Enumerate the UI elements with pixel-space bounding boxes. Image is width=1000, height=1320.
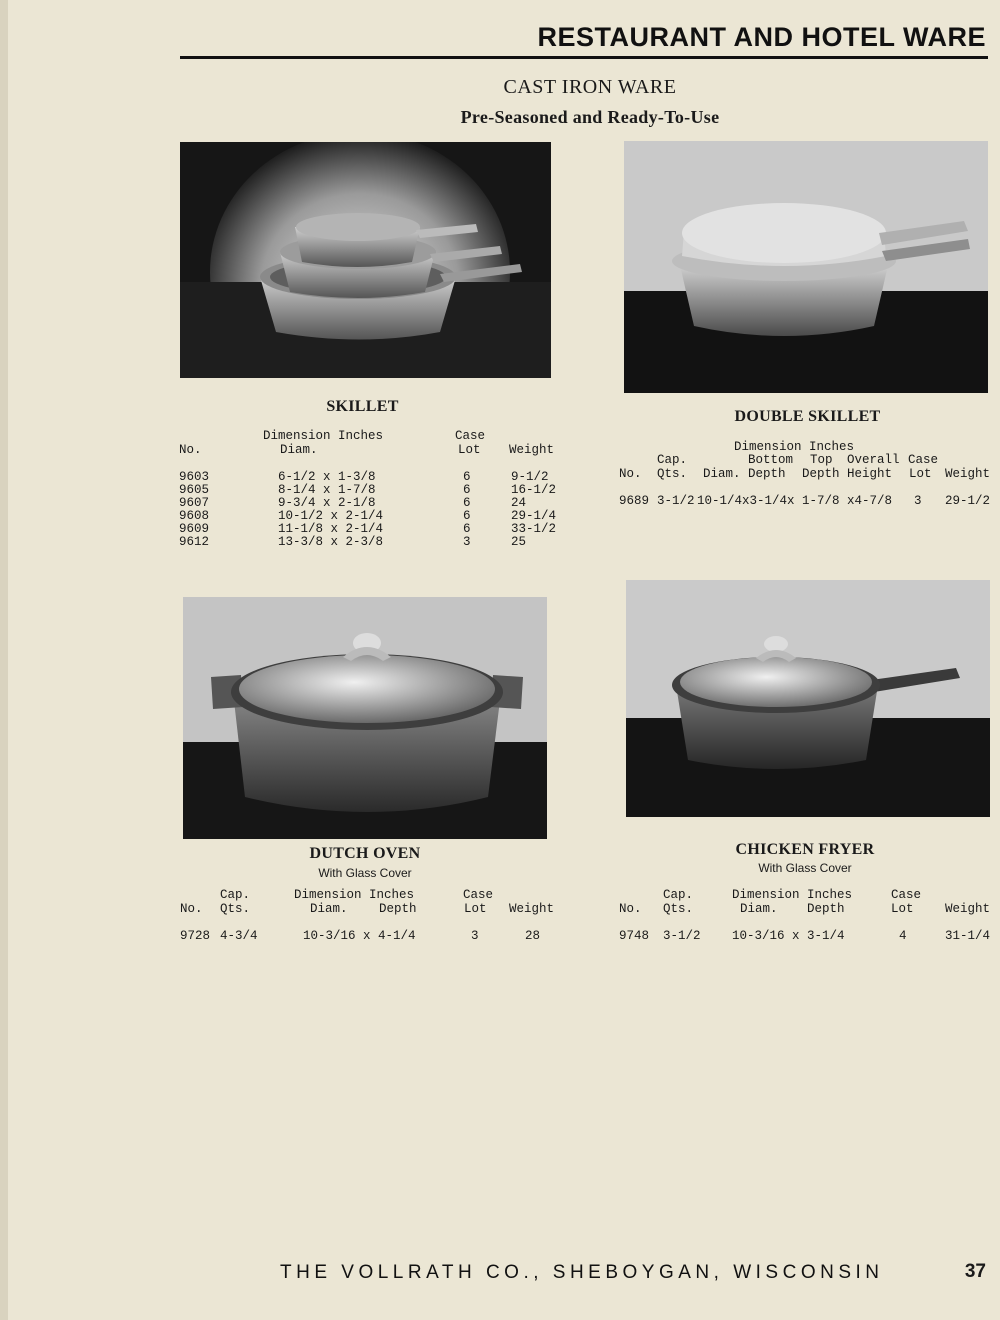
- dutch-oven-header-case: Case: [463, 888, 494, 902]
- chicken-fryer-title: CHICKEN FRYER: [735, 841, 875, 858]
- double-skillet-header-diam: Diam.: [703, 467, 741, 481]
- double-skillet-header-case: Case: [908, 453, 939, 467]
- item-dimensions: 6-1/2 x 1-3/8: [278, 470, 376, 484]
- item-weight: 25: [511, 535, 527, 549]
- dutch-oven-header-qts: Qts.: [220, 902, 251, 916]
- item-weight: 29-1/4: [511, 509, 557, 523]
- item-no: 9748: [619, 929, 650, 943]
- double-skillet-title: DOUBLE SKILLET: [734, 408, 881, 425]
- chicken-fryer-header-qts: Qts.: [663, 902, 694, 916]
- double-skillet-header-dim: Dimension Inches: [734, 440, 855, 454]
- double-skillet-header-lot: Lot: [909, 467, 932, 481]
- item-case-lot: 6: [463, 470, 471, 484]
- item-no: 9728: [180, 929, 211, 943]
- item-dimensions: 9-3/4 x 2-1/8: [278, 496, 376, 510]
- double-skillet-header-bottom-depth: Depth: [748, 467, 786, 481]
- item-case-lot: 4: [899, 929, 907, 943]
- chicken-fryer-header-cap: Cap.: [663, 888, 694, 902]
- item-weight: 33-1/2: [511, 522, 557, 536]
- item-dimensions: 10-1/4x3-1/4x 1-7/8 x4-7/8: [697, 494, 893, 508]
- item-weight: 31-1/4: [945, 929, 991, 943]
- item-case-lot: 6: [463, 522, 471, 536]
- item-dimensions: 10-1/2 x 2-1/4: [278, 509, 384, 523]
- item-case-lot: 6: [463, 509, 471, 523]
- chicken-fryer-header-no: No.: [619, 902, 642, 916]
- skillet-table: [179, 471, 556, 549]
- item-no: 9605: [179, 483, 210, 497]
- item-capacity: 3-1/2: [663, 929, 701, 943]
- item-weight: 29-1/2: [945, 494, 991, 508]
- skillet-header-no: No.: [179, 443, 202, 457]
- dutch-oven-title: DUTCH OVEN: [309, 845, 421, 862]
- chicken-fryer-photo: [626, 580, 990, 817]
- item-weight: 16-1/2: [511, 483, 557, 497]
- skillet-header-diam: Diam.: [280, 443, 318, 457]
- item-case-lot: 6: [463, 496, 471, 510]
- item-no: 9603: [179, 470, 210, 484]
- dutch-oven-header-diam: Diam.: [310, 902, 348, 916]
- double-skillet-header-top: Top: [810, 453, 833, 467]
- double-skillet-header-qts: Qts.: [657, 467, 688, 481]
- skillet-title: SKILLET: [326, 398, 399, 415]
- double-skillet-header-overall: Overall: [847, 453, 900, 467]
- item-no: 9608: [179, 509, 210, 523]
- dutch-oven-header-depth: Depth: [379, 902, 417, 916]
- item-no: 9609: [179, 522, 210, 536]
- double-skillet-header-weight: Weight: [945, 467, 991, 481]
- page-edge: [0, 0, 8, 1320]
- item-case-lot: 3: [463, 535, 471, 549]
- double-skillet-header-cap: Cap.: [657, 453, 688, 467]
- item-dimensions: 10-3/16 x 4-1/4: [303, 929, 416, 943]
- skillet-header-dim: Dimension Inches: [263, 429, 384, 443]
- item-dimensions: 8-1/4 x 1-7/8: [278, 483, 376, 497]
- item-dimensions: 10-3/16 x 3-1/4: [732, 929, 845, 943]
- item-dimensions: 13-3/8 x 2-3/8: [278, 535, 384, 549]
- double-skillet-header-no: No.: [619, 467, 642, 481]
- chicken-fryer-header-diam: Diam.: [740, 902, 778, 916]
- skillet-header-case: Case: [455, 429, 486, 443]
- dutch-oven-header-dim: Dimension Inches: [294, 888, 415, 902]
- dutch-oven-header-weight: Weight: [509, 902, 555, 916]
- section-title: CAST IRON WARE: [503, 76, 677, 98]
- item-no: 9612: [179, 535, 210, 549]
- page-number: 37: [964, 1261, 986, 1282]
- item-dimensions: 11-1/8 x 2-1/4: [278, 522, 384, 536]
- double-skillet-header-height: Height: [847, 467, 893, 481]
- chicken-fryer-header-depth: Depth: [807, 902, 845, 916]
- chicken-fryer-header-weight: Weight: [945, 902, 991, 916]
- dutch-oven-photo: [183, 597, 547, 839]
- chicken-fryer-header-dim: Dimension Inches: [732, 888, 853, 902]
- double-skillet-header-top-depth: Depth: [802, 467, 840, 481]
- page-header-title: RESTAURANT AND HOTEL WARE: [537, 22, 986, 52]
- skillet-header-weight: Weight: [509, 443, 555, 457]
- footer-company: THE VOLLRATH CO., SHEBOYGAN, WISCONSIN: [280, 1262, 884, 1283]
- table-row: [179, 536, 556, 549]
- item-no: 9689: [619, 494, 650, 508]
- chicken-fryer-header-lot: Lot: [891, 902, 914, 916]
- item-case-lot: 3: [914, 494, 922, 508]
- item-capacity: 3-1/2: [657, 494, 695, 508]
- item-weight: 28: [525, 929, 541, 943]
- skillet-header-lot: Lot: [458, 443, 481, 457]
- double-skillet-photo: [624, 141, 988, 393]
- item-weight: 24: [511, 496, 527, 510]
- double-skillet-header-bottom: Bottom: [748, 453, 794, 467]
- skillet-photo: [180, 142, 551, 378]
- header-rule: [180, 56, 988, 59]
- section-subtitle: Pre-Seasoned and Ready-To-Use: [460, 107, 720, 127]
- item-no: 9607: [179, 496, 210, 510]
- item-case-lot: 3: [471, 929, 479, 943]
- chicken-fryer-header-case: Case: [891, 888, 922, 902]
- dutch-oven-header-no: No.: [180, 902, 203, 916]
- item-capacity: 4-3/4: [220, 929, 258, 943]
- dutch-oven-header-lot: Lot: [464, 902, 487, 916]
- item-weight: 9-1/2: [511, 470, 549, 484]
- item-case-lot: 6: [463, 483, 471, 497]
- dutch-oven-header-cap: Cap.: [220, 888, 251, 902]
- dutch-oven-subtitle: With Glass Cover: [318, 866, 412, 880]
- chicken-fryer-subtitle: With Glass Cover: [758, 861, 852, 875]
